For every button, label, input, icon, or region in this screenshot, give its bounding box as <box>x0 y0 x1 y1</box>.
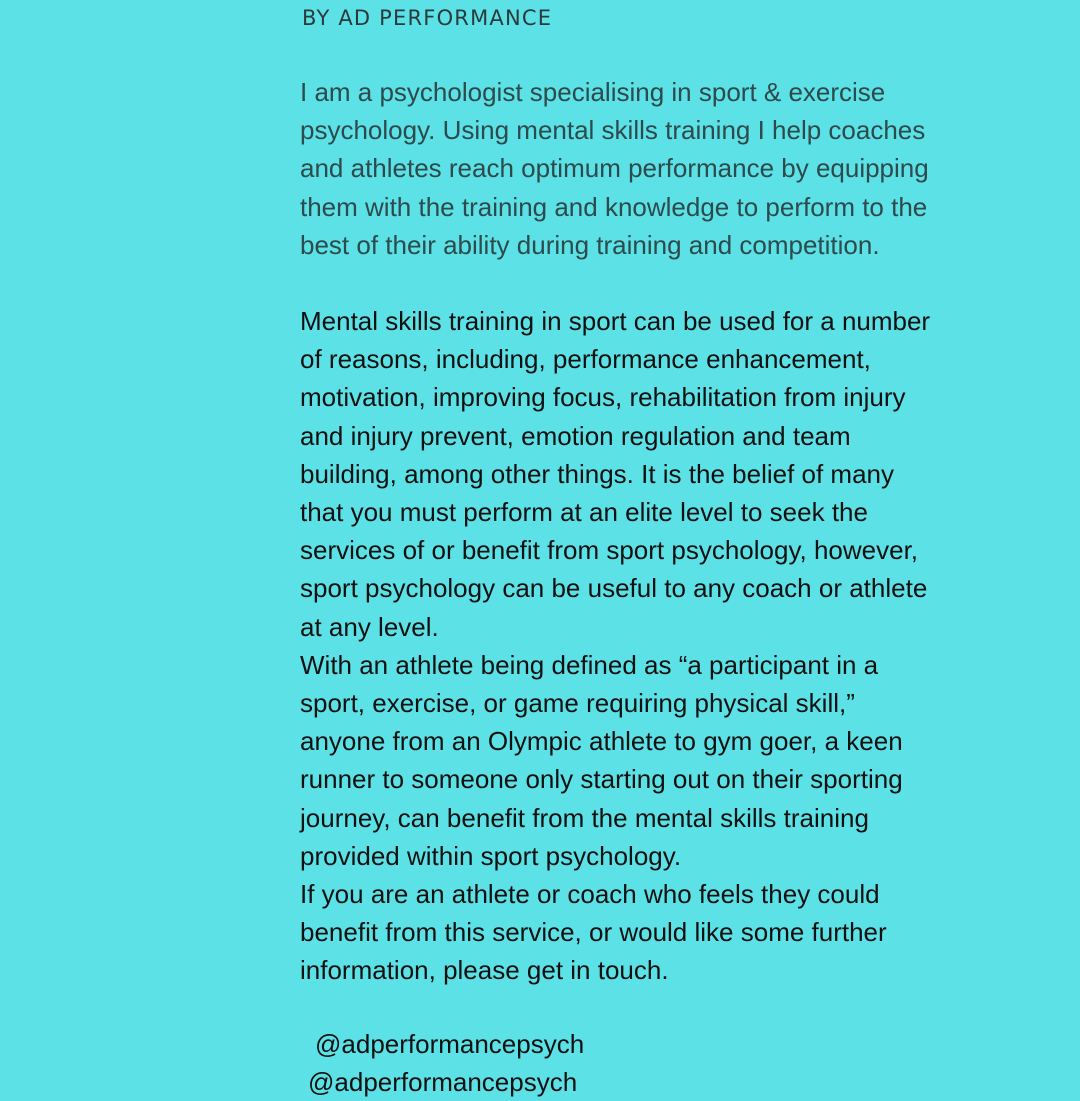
social-handle-primary[interactable]: @adperformancepsych <box>315 1029 585 1059</box>
intro-paragraph: I am a psychologist specialising in sport & exercise psychology. Using mental skills training I help coaches and athletes reach optimum performance by equipping them with the training and knowledge to perform to the best of their ability during training and competition. <box>300 77 929 260</box>
social-handle-secondary[interactable]: @adperformancepsych <box>308 1067 578 1097</box>
body-paragraphs <box>300 302 940 990</box>
byline: BY AD PERFORMANCE <box>302 6 553 30</box>
paragraph-athlete-definition: With an athlete being defined as “a participant in a sport, exercise, or game requiring physical skill,” anyone from an Olympic athlete to gym goer, a keen runner to someone only starting out on their sporting journey, can benefit from the mental skills training provided within sport psychology. <box>300 649 903 871</box>
paragraph-mental-skills: Mental skills training in sport can be used for a number of reasons, including, performance enhancement, motivation, improving focus, rehabilitation from injury and injury prevent, emotion regulation and team building, among other things. It is the belief of many that you must perform at an elite level to seek the services of or benefit from sport psychology, however, sport psychology can be useful to any coach or athlete at any level. <box>300 306 931 642</box>
paragraph-get-in-touch: If you are an athlete or coach who feels they could benefit from this service, or would like some further information, please get in touch. <box>300 879 887 986</box>
